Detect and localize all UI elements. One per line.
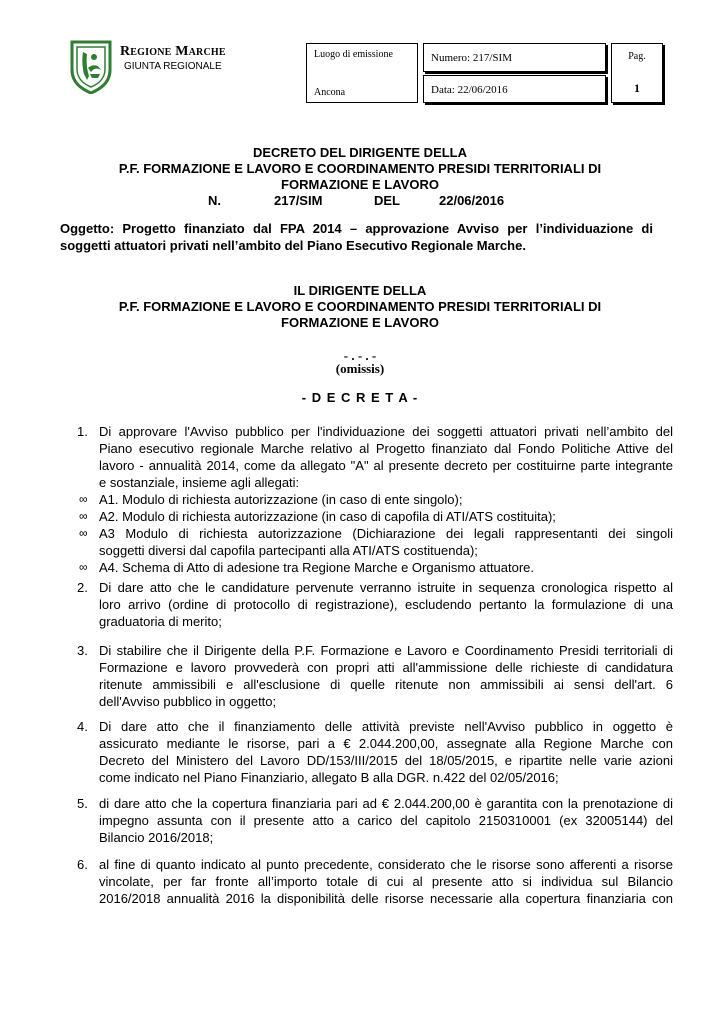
item-line: impegno assunta con il presente atto a carico del capitolo 2150310001 (ex 32005144) del <box>99 813 673 828</box>
item-line: Piano esecutivo regionale Marche relativo al Progetto finanziato dal Fondo Politiche Attive del <box>99 441 673 456</box>
item-text <box>99 579 673 630</box>
item-line: Di dare atto che il finanziamento delle attività previste nell'Avviso pubblico in oggetto è <box>99 719 673 734</box>
decree-number-line <box>60 193 660 209</box>
org-subtitle: GIUNTA REGIONALE <box>124 61 222 72</box>
numero-box <box>423 43 606 72</box>
pag-box <box>611 43 663 103</box>
decree-title <box>60 145 660 209</box>
allegato-line: A2. Modulo di richiesta autorizzazione (in caso di capofila di ATI/ATS costituita); <box>99 509 556 524</box>
n-value: 217/SIM <box>274 193 323 208</box>
item-text <box>99 423 673 491</box>
oggetto-line-1: Oggetto: Progetto finanziato dal FPA 2014 – approvazione Avviso per l’individuazione di <box>60 221 653 236</box>
numero-value: Numero: 217/SIM <box>431 52 512 64</box>
item-text <box>99 642 673 710</box>
title-line-1: DECRETO DEL DIRIGENTE DELLA <box>252 145 468 160</box>
item-line: loro arrivo (ordine di protocollo di registrazione), escludendo pertanto la formulazione di una <box>99 597 673 612</box>
item-line: lavoro - annualità 2014, come da allegato "A" al presente decreto per costituirne parte integrante <box>99 458 673 473</box>
item-text <box>99 718 673 786</box>
title-line-3: FORMAZIONE E LAVORO <box>281 177 439 192</box>
item-line: di dare atto che la copertura finanziaria pari ad € 2.044.200,00 è garantita con la prenotazione di <box>99 796 673 811</box>
oggetto-line-2: soggetti attuatori privati nell’ambito del Piano Esecutivo Regionale Marche. <box>60 238 526 253</box>
regione-marche-logo <box>70 40 112 94</box>
item-line: Decreto del Ministero del Lavoro DD/153/III/2015 del 18/05/2015, e ripartite nelle varie azioni <box>99 753 673 768</box>
infinity-bullet-icon: ∞ <box>79 560 88 574</box>
item-line: assicurato mediante le risorse, pari a € 2.044.200,00, assegnate alla Regione Marche con <box>99 736 673 751</box>
item-line: Di dare atto che le candidature pervenute verranno istruite in sequenza cronologica rispetto al <box>99 580 673 595</box>
dirigente-line-3: FORMAZIONE E LAVORO <box>281 315 439 330</box>
del-value: 22/06/2016 <box>439 193 505 208</box>
omissis-text: (omissis) <box>335 361 385 376</box>
del-label: DEL <box>374 193 400 208</box>
data-value: Data: 22/06/2016 <box>431 84 508 96</box>
dirigente-line-1: IL DIRIGENTE DELLA <box>293 283 427 298</box>
item-number: 3. <box>77 643 88 658</box>
infinity-bullet-icon: ∞ <box>79 526 88 540</box>
luogo-box <box>306 43 418 103</box>
item-number: 2. <box>77 580 88 595</box>
item-number: 5. <box>77 796 88 811</box>
infinity-bullet-icon: ∞ <box>79 509 88 523</box>
item-line: 2016/2018 annualità 2016 la disponibilità delle risorse necessarie alla copertura finanziaria con <box>99 891 673 906</box>
item-line: Di stabilire che il Dirigente della P.F. Formazione e Lavoro e Coordinamento Presidi territoriali di <box>99 643 673 658</box>
n-label: N. <box>208 193 221 208</box>
item-text <box>99 856 673 907</box>
item-line: Di approvare l'Avviso pubblico per l'individuazione dei soggetti attuatori privati nell’ambito del <box>99 424 673 439</box>
allegato-line: A1. Modulo di richiesta autorizzazione (in caso di ente singolo); <box>99 492 463 507</box>
item-line: al fine di quanto indicato al punto precedente, considerato che le risorse sono afferenti a risorse <box>99 857 673 872</box>
oggetto <box>60 220 653 254</box>
item-line: vincolate, per far fronte all’importo totale di cui al presente atto si individua sul Bilancio <box>99 874 673 889</box>
item-line: dell'Avviso pubblico in oggetto; <box>99 694 277 709</box>
infinity-bullet-icon: ∞ <box>79 492 88 506</box>
title-line-2: P.F. FORMAZIONE E LAVORO E COORDINAMENTO PRESIDI TERRITORIALI DI <box>118 161 602 176</box>
item-line: graduatoria di merito; <box>99 614 222 629</box>
item-number: 1. <box>77 424 88 439</box>
allegato-line: A3 Modulo di richiesta autorizzazione (Dichiarazione dei legali rappresentanti dei singoli <box>99 526 673 541</box>
dirigente-heading <box>60 283 660 331</box>
decreta-heading: - D E C R E T A - <box>301 390 419 405</box>
data-box <box>423 75 606 103</box>
item-line: Bilancio 2016/2018; <box>99 830 214 845</box>
luogo-value: Ancona <box>314 87 346 98</box>
item-line: Formazione e lavoro provvederà con propri atti all'ammissione delle richieste di candidatura <box>99 660 673 675</box>
item-line: ritenute ammissibili e all'esclusione di quelle ritenute non ammissibili ai sensi dell'art. 6 <box>99 677 673 692</box>
org-name: Regione Marche <box>120 44 226 59</box>
pag-label: Pag. <box>628 51 646 62</box>
dirigente-line-2: P.F. FORMAZIONE E LAVORO E COORDINAMENTO PRESIDI TERRITORIALI DI <box>118 299 602 314</box>
omissis-dashes: - . - . - <box>343 348 377 363</box>
item-line: come indicato nel Piano Finanziario, allegato B alla DGR. n.422 del 02/05/2016; <box>99 770 559 785</box>
allegato-line: soggetti diversi dal capofila partecipanti alla ATI/ATS costituenda); <box>99 543 478 558</box>
luogo-label: Luogo di emissione <box>314 49 393 60</box>
allegato-line: A4. Schema di Atto di adesione tra Regione Marche e Organismo attuatore. <box>99 560 535 575</box>
item-number: 6. <box>77 857 88 872</box>
item-text <box>99 795 673 846</box>
item-number: 4. <box>77 719 88 734</box>
pag-value: 1 <box>634 81 640 95</box>
item-line: e sostanziale, insieme agli allegati: <box>99 475 300 490</box>
